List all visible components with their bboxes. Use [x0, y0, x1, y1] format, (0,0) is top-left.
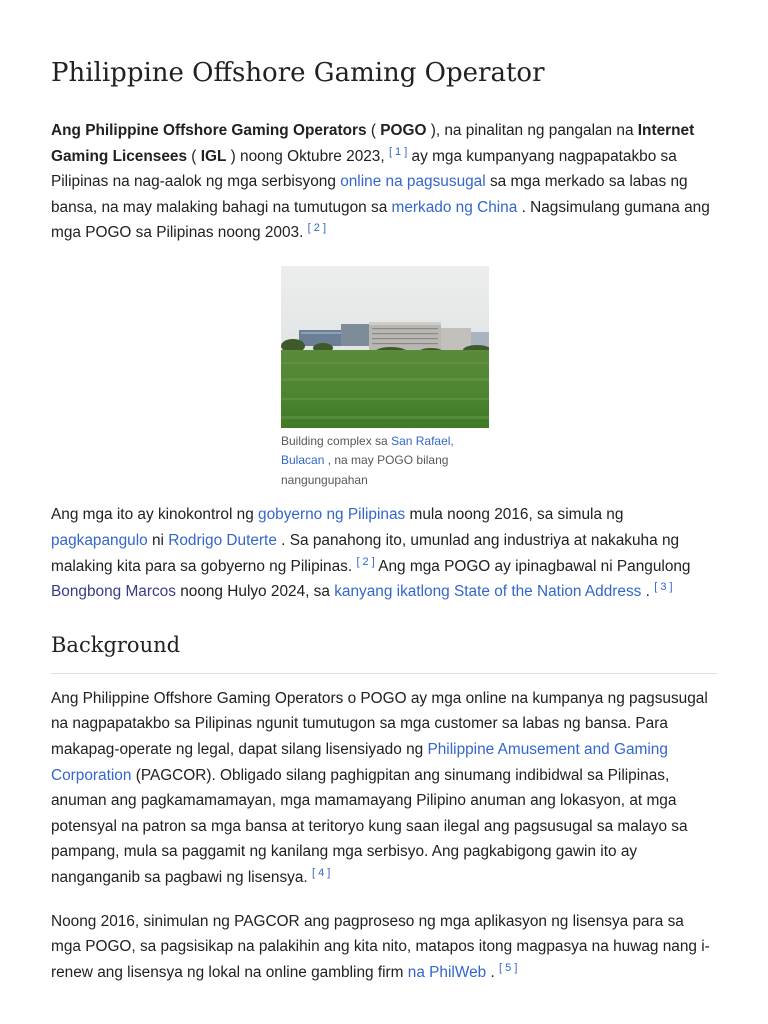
link-state-of-the-nation-address[interactable]: kanyang ikatlong State of the Nation Address: [334, 583, 642, 601]
section-heading-background: Background: [51, 631, 717, 674]
figure-caption: Building complex sa San Rafael, Bulacan , na may POGO bilang nangungupahan: [281, 433, 454, 487]
paragraph-background-1: Ang Philippine Offshore Gaming Operators o POGO ay mga online na kumpanya ng pagsusugal na nagpapatakbo sa Pilipinas ngunit tumutugon sa mga customer sa labas ng bansa. Para makapag-operate ng legal, dapat silang lisensiyado ng Philippine Amusement and Gaming Corporation (PAGCOR). Obligado silang paghigpitan ang sinumang indibidwal sa Pilipinas, anuman ang pagkamamamayan, mga mamamayang Pilipino anuman ang lokasyon, at mga potensyal na patron sa mga bansa at teritoryo kung saan ilegal ang pagsusugal sa malayo sa pampang, mula sa paggamit ng kanilang mga serbisyo. Ang pagkabigong gawin ito ay nanganganib sa pagbawi ng lisensya. [ 4 ]: [51, 689, 708, 886]
bold-term: Ang Philippine Offshore Gaming Operators: [51, 122, 367, 139]
figure: [281, 266, 489, 491]
reference-3[interactable]: [ 3 ]: [654, 581, 673, 594]
link-online-na-pagsusugal[interactable]: online na pagsusugal: [340, 173, 486, 191]
paragraph-history: Ang mga ito ay kinokontrol ng gobyerno ng Pilipinas mula noong 2016, sa simula ng pagkapangulo ni Rodrigo Duterte . Sa panahong ito, umunlad ang industriya at nakakuha ng malaking kita para sa gobyerno ng Pilipinas. [ 2 ] Ang mga POGO ay ipinagbawal ni Pangulong Bongbong Marcos noong Hulyo 2024, sa kanyang ikatlong State of the Nation Address . [ 3 ]: [51, 506, 691, 601]
bold-term: IGL: [200, 147, 227, 165]
bold-term: Internet Gaming Licensees: [51, 122, 695, 165]
page-title: Philippine Offshore Gaming Operator: [51, 58, 545, 88]
reference-1[interactable]: [ 1 ]: [388, 145, 408, 158]
link-merkado-ng-china[interactable]: merkado ng China: [391, 198, 518, 216]
link-gobyerno-ng-pilipinas[interactable]: gobyerno ng Pilipinas: [258, 506, 406, 524]
link-pagcor[interactable]: Philippine Amusement and Gaming Corporation: [51, 741, 668, 784]
reference-2[interactable]: [ 2 ]: [356, 555, 375, 568]
reference-5[interactable]: [ 5 ]: [499, 961, 518, 974]
link-pagkapangulo[interactable]: pagkapangulo: [51, 532, 148, 550]
bold-term: POGO: [380, 122, 427, 139]
paragraph-background-2: Noong 2016, sinimulan ng PAGCOR ang pagproseso ng mga aplikasyon ng lisensya para sa mga POGO, sa pagsisikap na palakihin ang kita nito, matapos itong magpasya na huwag nang i-renew ang lisensya ng lokal na online gambling firm na PhilWeb . [ 5 ]: [51, 912, 710, 981]
building-complex-photo[interactable]: [281, 266, 489, 428]
link-bongbong-marcos[interactable]: Bongbong Marcos: [51, 583, 176, 601]
link-rodrigo-duterte[interactable]: Rodrigo Duterte: [168, 532, 277, 550]
lead-paragraph: Ang Philippine Offshore Gaming Operators ( POGO ), na pinalitan ng pangalan na Internet Gaming Licensees ( IGL ) noong Oktubre 2023, [ 1 ] ay mga kumpanyang nagpapatakbo sa Pilipinas na nag-aalok ng mga serbisyong online na pagsusugal sa mga merkado sa labas ng bansa, na may malaking bahagi na tumutugon sa merkado ng China . Nagsimulang gumana ang mga POGO sa Pilipinas noong 2003. [ 2 ]: [51, 122, 710, 242]
reference-2[interactable]: [ 2 ]: [307, 222, 327, 235]
reference-4[interactable]: [ 4 ]: [311, 866, 331, 879]
link-philweb[interactable]: na PhilWeb: [407, 963, 487, 981]
link-san-rafael-bulacan[interactable]: San Rafael, Bulacan: [281, 433, 454, 468]
